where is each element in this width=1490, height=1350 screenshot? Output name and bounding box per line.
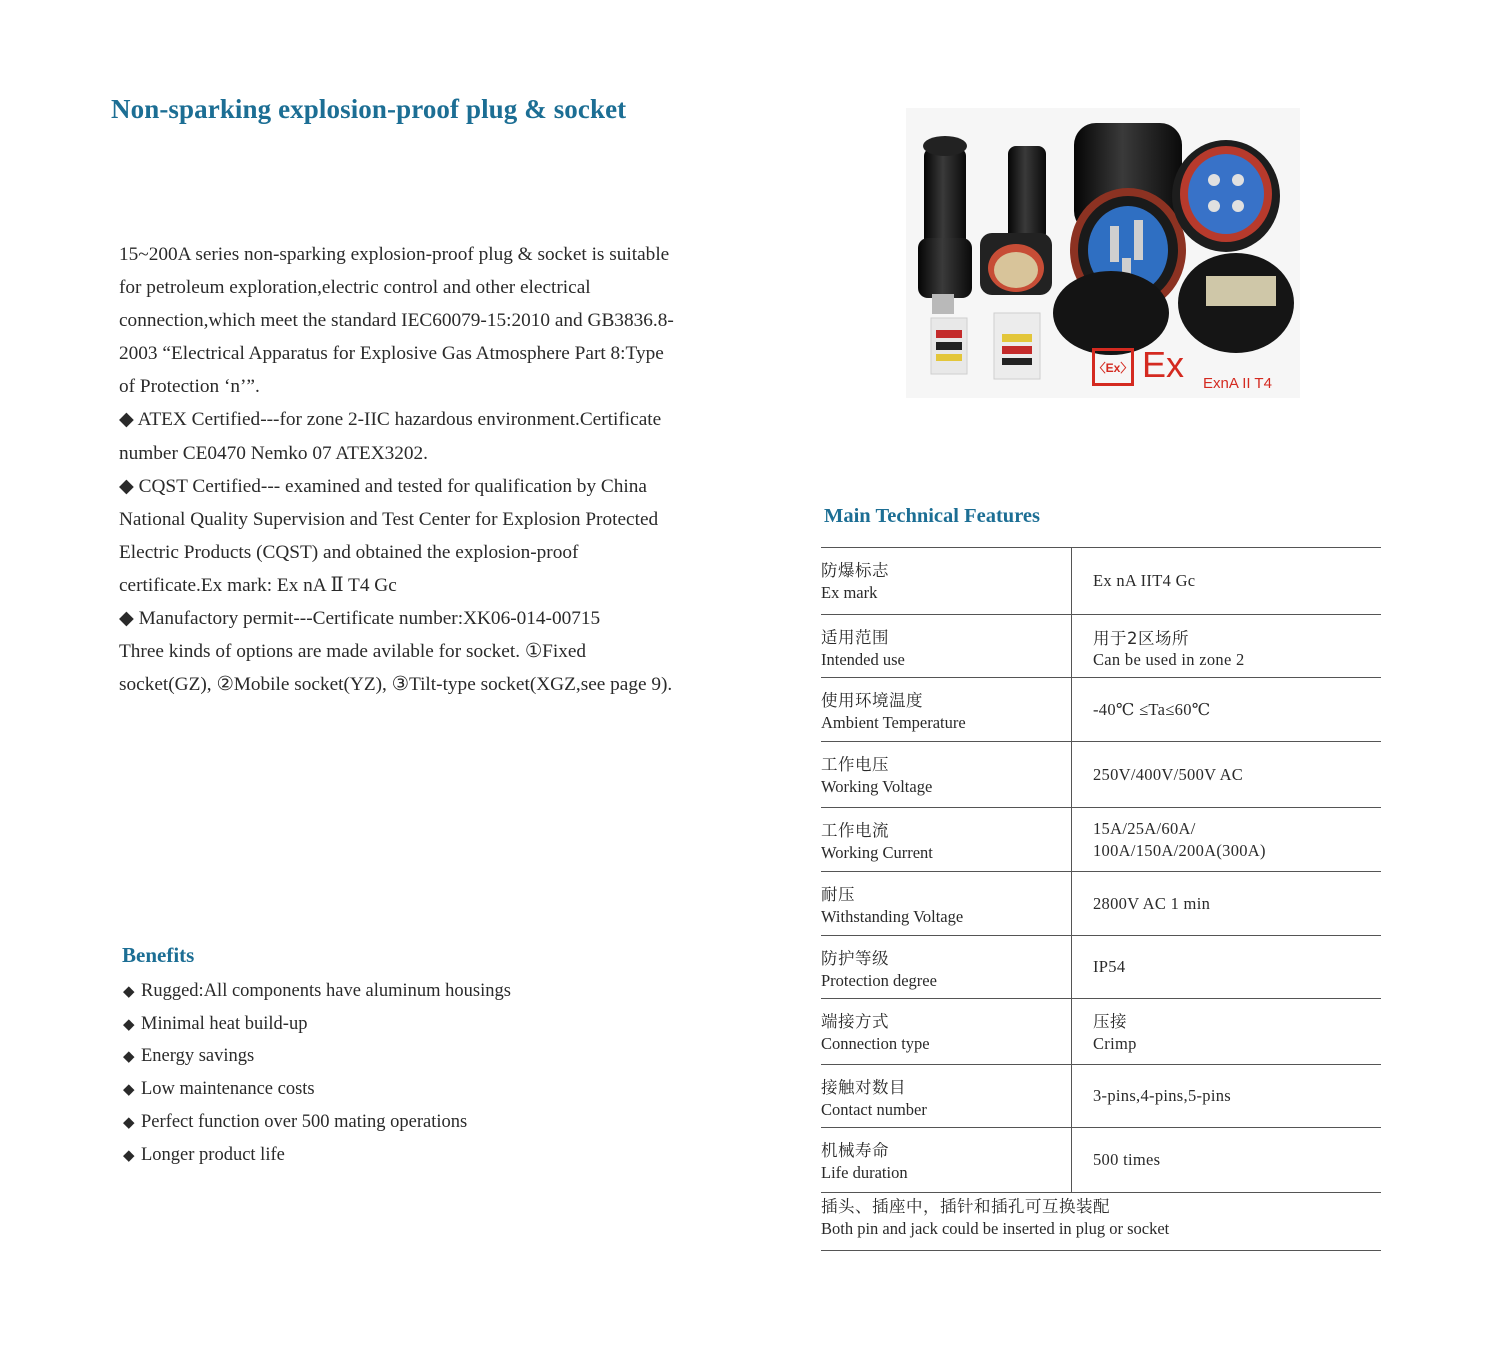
bullet-icon: ◆ [123, 1049, 135, 1066]
spec-label-en: Connection type [821, 1033, 930, 1053]
spec-label-cn: 耐压 [821, 885, 855, 904]
spec-table [821, 547, 1381, 1193]
spec-value-line: -40℃ ≤Ta≤60℃ [1093, 699, 1211, 719]
spec-value [1072, 1065, 1381, 1127]
note-en: Both pin and jack could be inserted in plug or socket [821, 1218, 1170, 1238]
spec-value-line: IP54 [1093, 957, 1126, 977]
ex-rating-label: ExnA II T4 [1203, 375, 1272, 392]
bullet-icon: ◆ [123, 1114, 135, 1131]
spec-value-line: 100A/150A/200A(300A) [1093, 840, 1266, 860]
intro-paragraph: ◆ CQST Certified--- examined and tested for qualification by China National Quality Supervision and Test Center for Explosion Protected Electric Products (CQST) and obtained the explosion-proof certificate.Ex mark: Ex nA Ⅱ T4 Gc [119, 475, 659, 596]
spec-label [821, 615, 1072, 677]
table-row [821, 615, 1381, 678]
spec-value [1072, 1128, 1381, 1192]
spec-label-en: Intended use [821, 649, 905, 669]
table-row [821, 1065, 1381, 1128]
spec-label-cn: 接触对数目 [821, 1078, 906, 1097]
table-row [821, 808, 1381, 872]
ex-label: Ex [1142, 344, 1185, 385]
spec-value [1072, 678, 1381, 741]
list-item [123, 1140, 511, 1173]
intro-paragraph: 15~200A series non-sparking explosion-proof plug & socket is suitable for petroleum exploration,electric control and other electrical connection,which meet the standard IEC60079-15:2010 and GB3836.8-2003 “Electrical Apparatus for Explosive Gas Atmosphere Part 8:Type of Protection ‘n’”. [119, 244, 674, 398]
note-cn: 插头、插座中，插针和插孔可互换装配 [821, 1197, 1110, 1216]
table-row [821, 936, 1381, 999]
spec-value-line: 压接 [1093, 1012, 1127, 1031]
spec-label-cn: 端接方式 [821, 1012, 889, 1031]
bullet-icon: ◆ [123, 1016, 135, 1033]
table-row [821, 999, 1381, 1065]
intro-text [119, 238, 679, 701]
product-photo [906, 108, 1300, 398]
spec-value [1072, 936, 1381, 998]
table-row [821, 1128, 1381, 1193]
table-row [821, 872, 1381, 936]
spec-value [1072, 999, 1381, 1064]
benefit-text: Rugged:All components have aluminum housings [141, 981, 511, 1001]
spec-value-line: 用于2区场所 [1093, 628, 1189, 648]
intro-paragraph: Three kinds of options are made avilable for socket. ①Fixed socket(GZ), ②Mobile socket(YZ), ③Tilt-type socket(XGZ,see page 9). [119, 641, 673, 696]
spec-label-en: Ambient Temperature [821, 712, 966, 732]
spec-label-cn: 使用环境温度 [821, 691, 923, 710]
list-item [123, 1041, 511, 1074]
spec-value [1072, 872, 1381, 935]
spec-value-line: Can be used in zone 2 [1093, 650, 1245, 669]
benefit-text: Minimal heat build-up [141, 1013, 308, 1034]
spec-label-en: Life duration [821, 1162, 908, 1182]
intro-paragraph: ◆ Manufactory permit---Certificate number:XK06-014-00715 [119, 608, 601, 630]
spec-value-line: 3-pins,4-pins,5-pins [1093, 1086, 1231, 1106]
spec-value [1072, 742, 1381, 807]
ex-symbol-icon [1092, 348, 1134, 386]
spec-value [1072, 808, 1381, 871]
spec-value-line: 500 times [1093, 1150, 1161, 1170]
spec-value [1072, 548, 1381, 614]
spec-label [821, 742, 1072, 807]
spec-label-cn: 防爆标志 [821, 561, 889, 580]
spec-label-cn: 机械寿命 [821, 1141, 889, 1160]
spec-label [821, 1128, 1072, 1192]
table-row [821, 742, 1381, 808]
spec-label-en: Working Current [821, 842, 933, 862]
benefit-text: Longer product life [141, 1144, 285, 1165]
bullet-icon: ◆ [123, 1082, 135, 1099]
interchange-note [821, 1196, 1381, 1251]
list-item [123, 1074, 511, 1107]
spec-label [821, 678, 1072, 741]
spec-value-line: 250V/400V/500V AC [1093, 764, 1244, 784]
spec-value-line: Ex nA IIT4 Gc [1093, 571, 1196, 591]
spec-label-en: Protection degree [821, 970, 937, 990]
table-row [821, 678, 1381, 742]
spec-label-en: Working Voltage [821, 776, 933, 796]
spec-label-en: Ex mark [821, 582, 878, 602]
benefit-text: Low maintenance costs [141, 1079, 315, 1100]
spec-label-cn: 工作电流 [821, 821, 889, 840]
spec-value-line: 15A/25A/60A/ [1093, 819, 1196, 838]
spec-value-line: Crimp [1093, 1033, 1137, 1053]
spec-label-en: Withstanding Voltage [821, 906, 964, 926]
spec-label [821, 548, 1072, 614]
spec-value [1072, 615, 1381, 677]
spec-label [821, 999, 1072, 1064]
spec-label-cn: 防护等级 [821, 949, 889, 968]
benefits-heading: Benefits [122, 943, 195, 967]
spec-label-cn: 适用范围 [821, 628, 889, 647]
table-row [821, 548, 1381, 615]
benefits-list [123, 976, 511, 1172]
list-item [123, 1009, 511, 1042]
spec-label-en: Contact number [821, 1099, 927, 1119]
benefit-text: Energy savings [141, 1046, 255, 1067]
spec-label [821, 936, 1072, 998]
bullet-icon: ◆ [123, 984, 135, 1000]
list-item [123, 976, 511, 1009]
benefit-text: Perfect function over 500 mating operations [141, 1111, 468, 1132]
spec-label [821, 872, 1072, 935]
spec-label [821, 808, 1072, 871]
ex-symbol-text: 〈Ex〉 [1093, 360, 1133, 375]
list-item [123, 1107, 511, 1140]
spec-value-line: 2800V AC 1 min [1093, 893, 1211, 913]
spec-label [821, 1065, 1072, 1127]
features-heading: Main Technical Features [824, 505, 1041, 527]
bullet-icon: ◆ [123, 1147, 135, 1164]
intro-paragraph: ◆ ATEX Certified---for zone 2-IIC hazardous environment.Certificate number CE0470 Nemko 07 ATEX3202. [119, 409, 662, 464]
spec-label-cn: 工作电压 [821, 755, 889, 774]
page-title: Non-sparking explosion-proof plug & socket [111, 94, 627, 124]
